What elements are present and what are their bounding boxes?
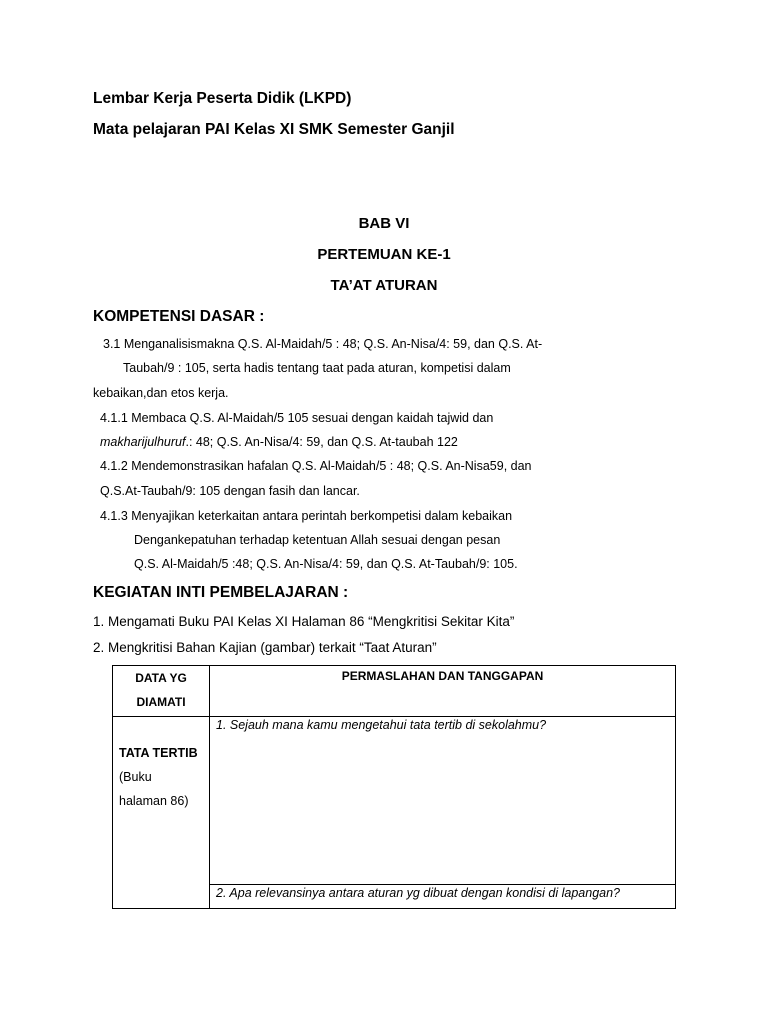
kompetensi-line: Taubah/9 : 105, serta hadis tentang taat pada aturan, kompetisi dalam bbox=[123, 361, 511, 375]
kegiatan-heading: KEGIATAN INTI PEMBELAJARAN : bbox=[93, 584, 349, 601]
kompetensi-heading: KOMPETENSI DASAR : bbox=[93, 308, 265, 325]
header-data-diamati: DATA YG DIAMATI bbox=[113, 666, 210, 717]
document-title: Lembar Kerja Peserta Didik (LKPD) bbox=[93, 90, 352, 107]
kegiatan-item: 2. Mengkritisi Bahan Kajian (gambar) terkait “Taat Aturan” bbox=[93, 640, 437, 655]
chapter-meeting: PERTEMUAN KE-1 bbox=[317, 246, 451, 263]
question-2-cell[interactable]: 2. Apa relevansinya antara aturan yg dibuat dengan kondisi di lapangan? bbox=[210, 885, 676, 909]
observation-table bbox=[112, 665, 676, 909]
table-row bbox=[113, 717, 676, 885]
kompetensi-line: kebaikan,dan etos kerja. bbox=[93, 386, 229, 400]
header-permasalahan: PERMASLAHAN DAN TANGGAPAN bbox=[210, 666, 676, 717]
row-label-tata-tertib: TATA TERTIB (Buku halaman 86) bbox=[113, 717, 210, 909]
kompetensi-line: 4.1.3 Menyajikan keterkaitan antara perintah berkompetisi dalam kebaikan bbox=[100, 509, 513, 523]
kompetensi-line: Q.S. Al-Maidah/5 :48; Q.S. An-Nisa/4: 59, dan Q.S. At-Taubah/9: 105. bbox=[134, 557, 518, 571]
kompetensi-line: Q.S.At-Taubah/9: 105 dengan fasih dan lancar. bbox=[100, 484, 360, 498]
chapter-bab: BAB VI bbox=[358, 215, 410, 232]
kompetensi-line: 4.1.1 Membaca Q.S. Al-Maidah/5 105 sesuai dengan kaidah tajwid dan bbox=[100, 411, 494, 425]
kegiatan-item: 1. Mengamati Buku PAI Kelas XI Halaman 86 “Mengkritisi Sekitar Kita” bbox=[93, 614, 515, 629]
kompetensi-line: 4.1.2 Mendemonstrasikan hafalan Q.S. Al-Maidah/5 : 48; Q.S. An-Nisa59, dan bbox=[100, 459, 532, 473]
question-1-cell[interactable]: 1. Sejauh mana kamu mengetahui tata tertib di sekolahmu? bbox=[210, 717, 676, 885]
table-header-row bbox=[113, 666, 676, 717]
kompetensi-line: makharijulhuruf.: 48; Q.S. An-Nisa/4: 59, dan Q.S. At-taubah 122 bbox=[100, 435, 458, 449]
italic-term: makharijulhuruf bbox=[100, 435, 186, 449]
kompetensi-line: Dengankepatuhan terhadap ketentuan Allah sesuai dengan pesan bbox=[134, 533, 501, 547]
kompetensi-line: 3.1 Menganalisismakna Q.S. Al-Maidah/5 : 48; Q.S. An-Nisa/4: 59, dan Q.S. At- bbox=[103, 337, 543, 351]
chapter-topic: TA’AT ATURAN bbox=[330, 277, 438, 294]
document-subtitle: Mata pelajaran PAI Kelas XI SMK Semester Ganjil bbox=[93, 121, 455, 138]
